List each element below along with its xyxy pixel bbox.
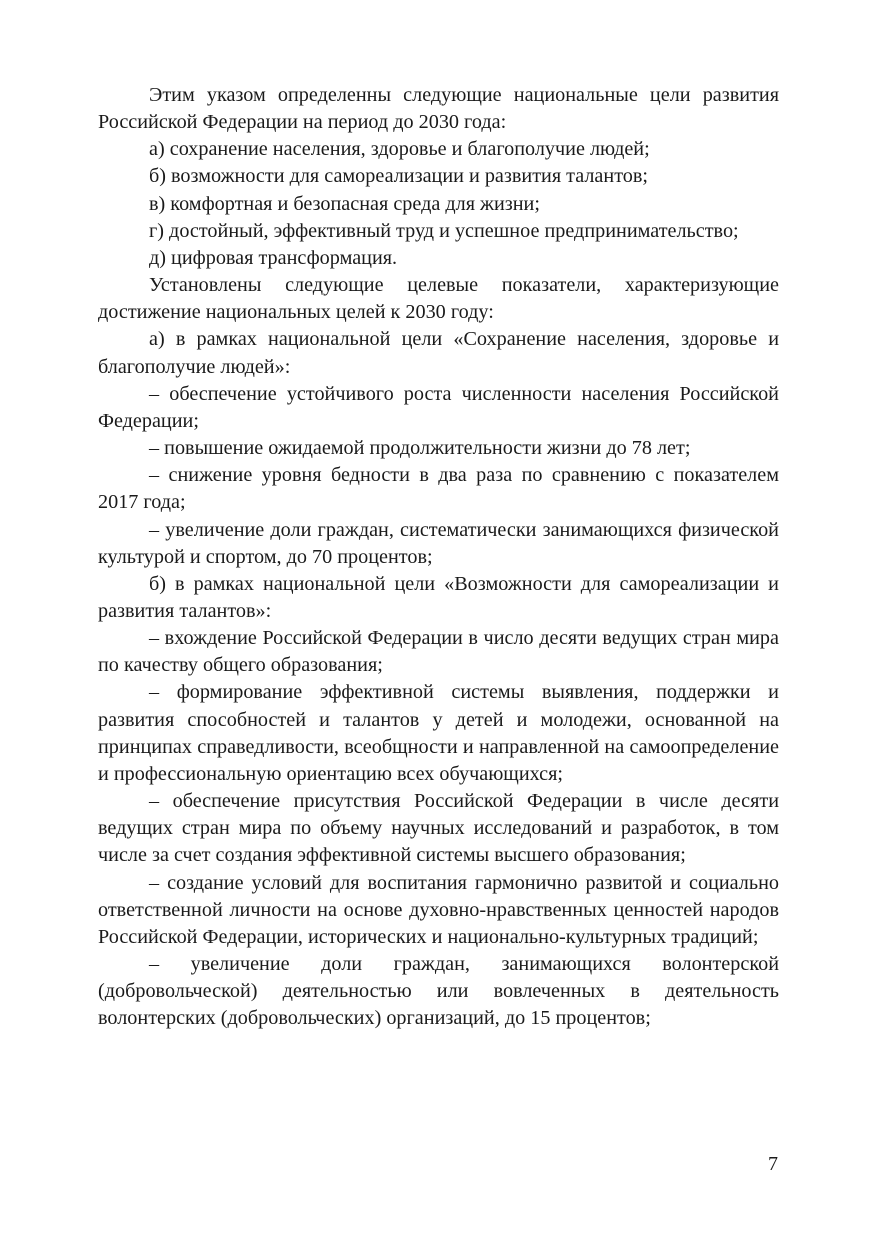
goal-item-a: а) сохранение населения, здоровье и благополучие людей; — [149, 138, 650, 161]
indicator-group-a: а) в рамках национальной цели «Сохранение населения, здоровье и благополучие людей»: — [98, 328, 779, 378]
goal-item-e: д) цифровая трансформация. — [149, 246, 398, 269]
indicator-item: – вхождение Российской Федерации в число десяти ведущих стран мира по качеству общего образования; — [98, 627, 779, 677]
goal-item-b: б) возможности для самореализации и развития талантов; — [149, 165, 648, 188]
indicator-item: – увеличение доли граждан, систематически занимающихся физической культурой и спортом, до 70 процентов; — [98, 518, 779, 568]
indicator-item: – обеспечение присутствия Российской Федерации в числе десяти ведущих стран мира по объему научных исследований и разработок, в том числе за счет создания эффективной системы высшего образования; — [98, 790, 779, 867]
goal-item-d: г) достойный, эффективный труд и успешное предпринимательство; — [149, 219, 739, 242]
indicators-intro-paragraph: Установлены следующие целевые показатели, характеризующие достижение национальных целей к 2030 году: — [98, 274, 779, 324]
indicator-item: – формирование эффективной системы выявления, поддержки и развития способностей и талантов у детей и молодежи, основанной на принципах справедливости, всеобщности и направленной на самоопределение и профессиональную ориентацию всех обучающихся; — [98, 681, 779, 785]
intro-paragraph: Этим указом определенны следующие национальные цели развития Российской Федерации на период до 2030 года: — [98, 84, 779, 134]
page-number: 7 — [768, 1153, 778, 1175]
indicator-item: – увеличение доли граждан, занимающихся волонтерской (добровольческой) деятельностью или вовлеченных в деятельность волонтерских (добровольческих) организаций, до 15 процентов; — [98, 953, 779, 1030]
indicator-item: – создание условий для воспитания гармонично развитой и социально ответственной личности на основе духовно-нравственных ценностей народов Российской Федерации, исторических и национально-культурных традиций; — [98, 871, 779, 948]
indicator-group-b: б) в рамках национальной цели «Возможности для самореализации и развития талантов»: — [98, 572, 779, 622]
goal-item-c: в) комфортная и безопасная среда для жизни; — [149, 192, 540, 215]
indicator-item: – снижение уровня бедности в два раза по сравнению с показателем 2017 года; — [98, 464, 779, 514]
indicator-item: – повышение ожидаемой продолжительности жизни до 78 лет; — [149, 437, 691, 460]
indicator-item: – обеспечение устойчивого роста численности населения Российской Федерации; — [98, 382, 779, 432]
body-text — [98, 82, 779, 1032]
